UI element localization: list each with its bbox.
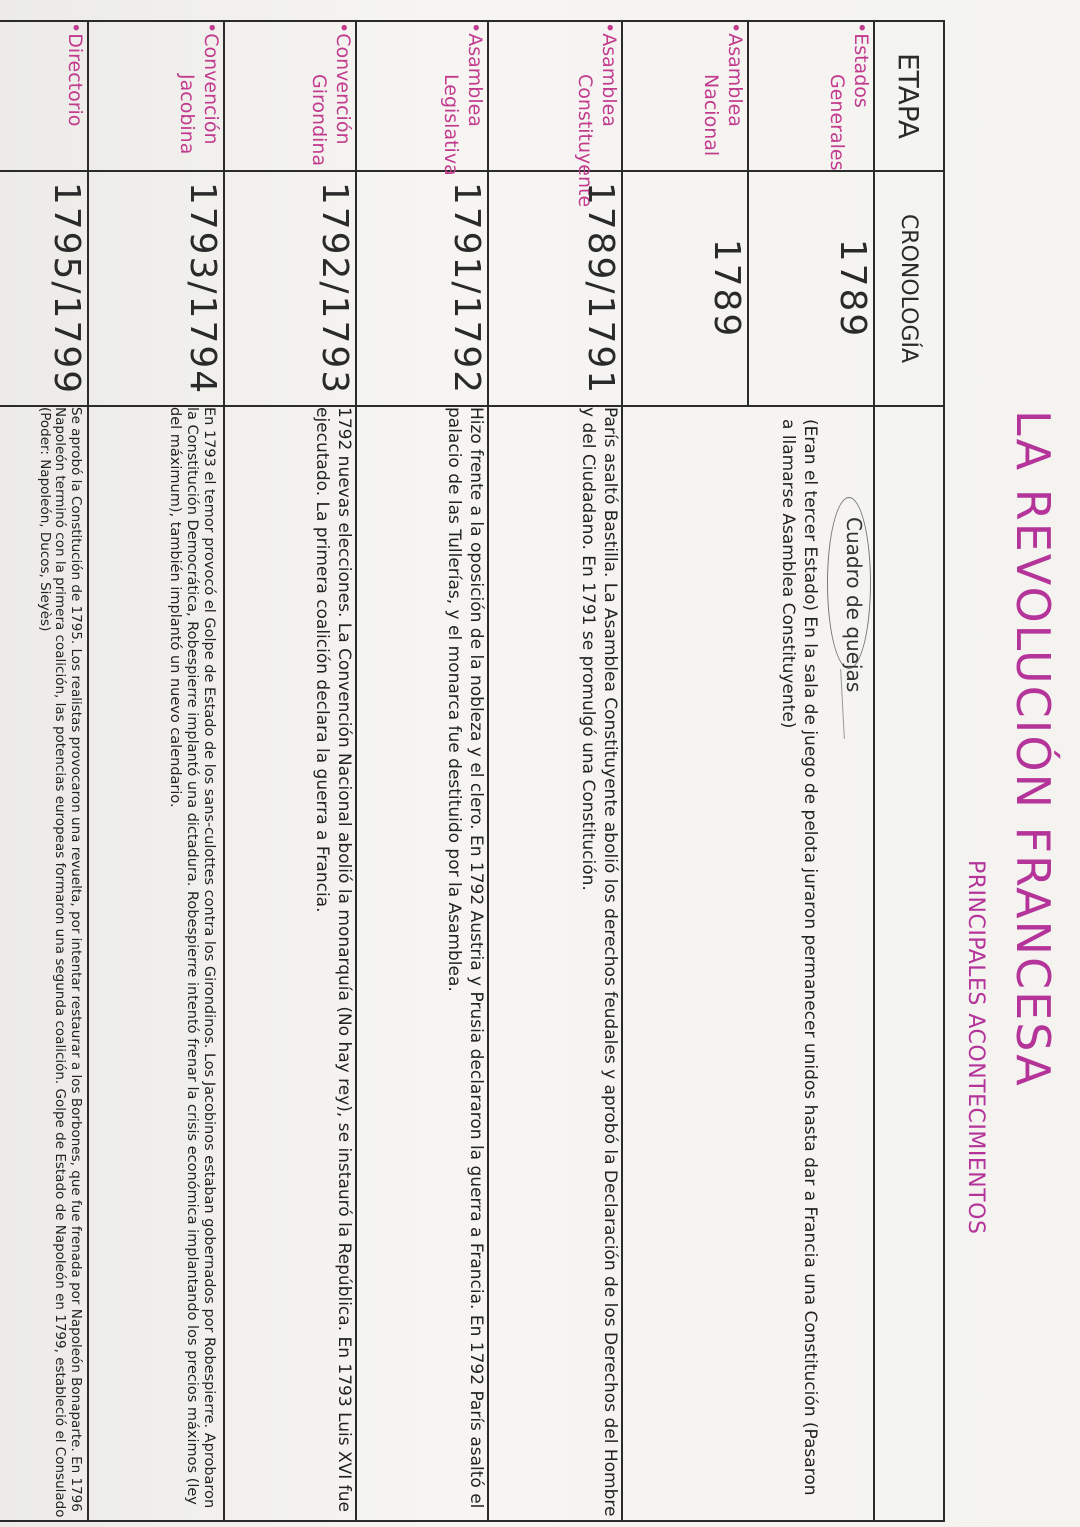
- header-row: [874, 21, 944, 1521]
- acontecimientos-cell: Se aprobó la Constitución de 1795. Los realistas provocaron una revuelta, por intentar restaurar a los Borbones, que fue frenada por Napoleón Bonaparte. En 1796 Napoleón terminó con la primera coalición, las potencias europeas formaron una segunda coalición. Golpe de Estado de Napoleón en 1799, estableció el Consulado (Poder: Napoleón, Ducos, Sieyès): [0, 406, 88, 1521]
- acontecimientos-cell: 1792 nuevas elecciones. La Convención Nacional abolió la monarquía (No hay rey), se instauró la República. En 1793 Luis XVI fue ejecutado. La primera coalición declara la guerra a Francia.: [224, 406, 356, 1521]
- table-row: [88, 21, 224, 1521]
- etapa-label-2: Girondina: [308, 74, 330, 167]
- acontecimientos-cell: Hizo frente a la oposición de la nobleza y el clero. En 1792 Austria y Prusia declararon la guerra a Francia. En 1792 París asaltó el palacio de las Tullerías, y el monarca fue destituido por la Asamblea.: [356, 406, 488, 1521]
- etapa-label: •Asamblea: [464, 22, 486, 127]
- etapa-label: •Asamblea: [724, 22, 746, 127]
- acontecimientos-text: (Eran el tercer Estado) En la sala de juego de pelota juraron permanecer unidos hasta dar a Francia una Constitución (Pasaron a llamarse Asamblea Constituyente): [778, 419, 820, 1496]
- cronologia-cell: 1793/1794: [88, 171, 224, 406]
- cronologia-cell: 1791/1792: [356, 171, 488, 406]
- cronologia-cell: 1789: [748, 171, 874, 406]
- etapa-label: •Convención: [332, 22, 354, 145]
- table-row: [356, 21, 488, 1521]
- etapa-cell: [748, 21, 874, 171]
- table-row: [488, 21, 622, 1521]
- cronologia-cell: 1792/1793: [224, 171, 356, 406]
- etapa-label: •Asamblea: [598, 22, 620, 127]
- table-row: [748, 21, 874, 1521]
- etapa-label-2: Jacobina: [176, 74, 198, 155]
- table-row: [224, 21, 356, 1521]
- etapa-label-2: Legislativa: [440, 74, 462, 176]
- header-acontecimientos: [874, 406, 944, 1521]
- timeline-table: [0, 20, 945, 1522]
- column-subtitle-acontecimientos: PRINCIPALES ACONTECIMIENTOS: [963, 860, 988, 1235]
- header-etapa: ETAPA: [874, 21, 944, 171]
- etapa-label-2: Generales: [826, 74, 848, 171]
- page-title: LA REVOLUCIÓN FRANCESA: [1006, 410, 1060, 1088]
- etapa-cell: [356, 21, 488, 176]
- etapa-label-2: Constituyente: [574, 74, 596, 208]
- etapa-cell: [0, 21, 88, 171]
- etapa-label-2: Nacional: [700, 74, 722, 157]
- header-cronologia: CRONOLOGÍA: [874, 171, 944, 406]
- etapa-cell: [488, 21, 622, 208]
- acontecimientos-cell: En 1793 el temor provocó el Golpe de Estado de los sans-culottes contra los Girondinos. Los Jacobinos estaban gobernados por Robespierre. Aprobaron la Constitución Democrática, Robespierre implantó una dictadura. Robespierre intentó frenar la crisis económica implantando los precios máximos (ley del máximum), también implantó un nuevo calendario.: [88, 406, 224, 1521]
- etapa-label: •Estados: [850, 22, 872, 108]
- acontecimientos-cell: París asaltó Bastilla. La Asamblea Constituyente abolió los derechos feudales y aprobó la Declaración de los Derechos del Hombre y del Ciudadano. En 1791 se promulgó una Constitución.: [488, 406, 622, 1521]
- cronologia-cell: 1789: [622, 171, 748, 406]
- etapa-label: •Convención: [200, 22, 222, 145]
- etapa-cell: [622, 21, 748, 171]
- cuadro-quejas-note: Cuadro de quejas: [842, 517, 866, 693]
- etapa-cell: [224, 21, 356, 171]
- acontecimientos-cell: [622, 406, 874, 1521]
- etapa-cell: [88, 21, 224, 171]
- table-row: [0, 21, 88, 1521]
- cronologia-cell: 1789/1791: [488, 171, 622, 406]
- etapa-label: •Directorio: [64, 22, 86, 127]
- cronologia-cell: 1795/1799: [0, 171, 88, 406]
